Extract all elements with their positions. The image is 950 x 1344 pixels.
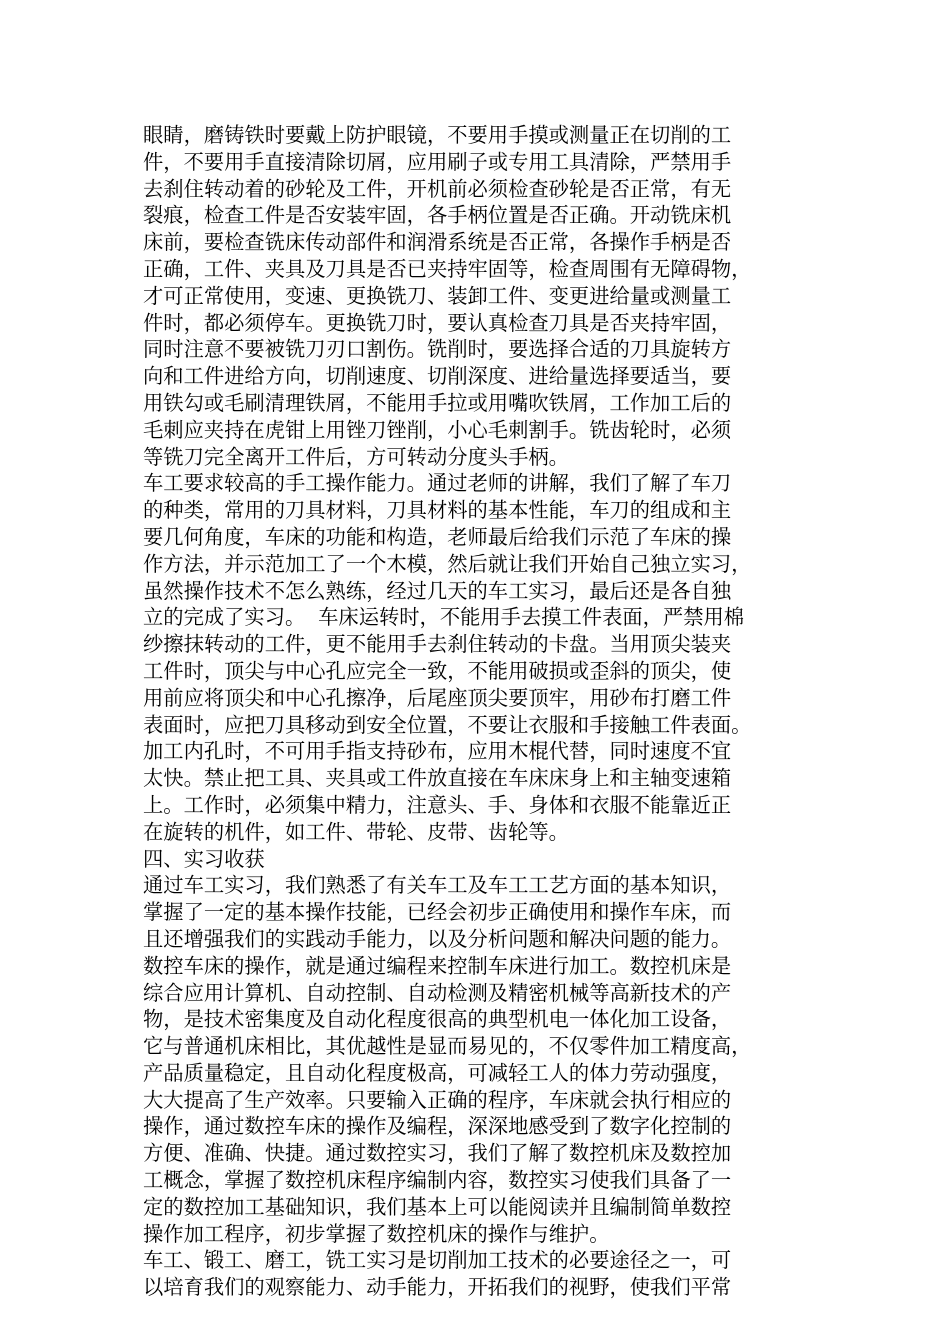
text-line: 四、实习收获	[143, 846, 265, 871]
text-line: 工件时，顶尖与中心孔应完全一致，不能用破损或歪斜的顶尖，使	[143, 658, 732, 683]
text-line: 同时注意不要被铣刀刃口割伤。铣削时，要选择合适的刀具旋转方	[143, 337, 732, 362]
text-line: 表面时，应把刀具移动到安全位置，不要让衣服和手接触工件表面。	[143, 712, 752, 737]
text-line: 用铁勾或毛刷清理铁屑，不能用手拉或用嘴吹铁屑，工作加工后的	[143, 390, 732, 415]
text-line: 的种类，常用的刀具材料，刀具材料的基本性能，车刀的组成和主	[143, 498, 732, 523]
text-line: 向和工件进给方向，切削速度、切削深度、进给量选择要适当，要	[143, 364, 732, 389]
text-line: 车工、锻工、磨工，铣工实习是切削加工技术的必要途径之一，可	[143, 1248, 732, 1273]
text-line: 要几何角度，车床的功能和构造，老师最后给我们示范了车床的操	[143, 524, 732, 549]
text-line: 件，不要用手直接清除切屑，应用刷子或专用工具清除，严禁用手	[143, 149, 732, 174]
text-line: 眼睛，磨铸铁时要戴上防护眼镜，不要用手摸或测量正在切削的工	[143, 123, 732, 147]
text-line: 加工内孔时，不可用手指支持砂布，应用木棍代替，同时速度不宜	[143, 739, 732, 764]
text-line: 方便、准确、快捷。通过数控实习，我们了解了数控机床及数控加	[143, 1141, 732, 1166]
text-line: 掌握了一定的基本操作技能，已经会初步正确使用和操作车床，而	[143, 900, 732, 925]
text-line: 工概念，掌握了数控机床程序编制内容，数控实习使我们具备了一	[143, 1168, 732, 1193]
text-line: 它与普通机床相比，其优越性是显而易见的，不仅零件加工精度高，	[143, 1034, 752, 1059]
text-line: 裂痕，检查工件是否安装牢固，各手柄位置是否正确。开动铣床机	[143, 203, 732, 228]
text-line: 纱擦抹转动的工件，更不能用手去刹住转动的卡盘。当用顶尖装夹	[143, 632, 732, 657]
text-line: 等铣刀完全离开工件后，方可转动分度头手柄。	[143, 444, 569, 469]
text-line: 操作，通过数控车床的操作及编程，深深地感受到了数字化控制的	[143, 1114, 732, 1139]
text-line: 正确，工件、夹具及刀具是否已夹持牢固等，检查周围有无障碍物，	[143, 256, 752, 281]
text-line: 操作加工程序，初步掌握了数控机床的操作与维护。	[143, 1221, 610, 1246]
text-line: 太快。禁止把工具、夹具或工件放直接在车床床身上和主轴变速箱	[143, 766, 732, 791]
text-line: 才可正常使用，变速、更换铣刀、装卸工件、变更进给量或测量工	[143, 283, 732, 308]
text-line: 毛刺应夹持在虎钳上用锉刀锉削，小心毛刺割手。铣齿轮时，必须	[143, 417, 732, 442]
text-line: 定的数控加工基础知识，我们基本上可以能阅读并且编制简单数控	[143, 1194, 732, 1219]
text-line: 立的完成了实习。 车床运转时，不能用手去摸工件表面，严禁用棉	[143, 605, 745, 630]
text-line: 去刹住转动着的砂轮及工件，开机前必须检查砂轮是否正常，有无	[143, 176, 732, 201]
text-line: 上。工作时，必须集中精力，注意头、手、身体和衣服不能靠近正	[143, 792, 732, 817]
text-line: 车工要求较高的手工操作能力。通过老师的讲解，我们了解了车刀	[143, 471, 732, 496]
text-line: 产品质量稳定，且自动化程度极高，可减轻工人的体力劳动强度，	[143, 1060, 732, 1085]
body-text	[143, 122, 823, 1301]
text-line: 虽然操作技术不怎么熟练，经过几天的车工实习，最后还是各自独	[143, 578, 732, 603]
text-line: 通过车工实习，我们熟悉了有关车工及车工工艺方面的基本知识，	[143, 873, 732, 898]
text-line: 数控车床的操作，就是通过编程来控制车床进行加工。数控机床是	[143, 953, 732, 978]
text-line: 在旋转的机件，如工件、带轮、皮带、齿轮等。	[143, 819, 569, 844]
text-line: 用前应将顶尖和中心孔擦净，后尾座顶尖要顶牢，用砂布打磨工件	[143, 685, 732, 710]
text-line: 床前，要检查铣床传动部件和润滑系统是否正常，各操作手柄是否	[143, 230, 732, 255]
text-line: 大大提高了生产效率。只要输入正确的程序，车床就会执行相应的	[143, 1087, 732, 1112]
text-line: 综合应用计算机、自动控制、自动检测及精密机械等高新技术的产	[143, 980, 732, 1005]
text-line: 件时，都必须停车。更换铣刀时，要认真检查刀具是否夹持牢固，	[143, 310, 732, 335]
text-line: 以培育我们的观察能力、动手能力，开拓我们的视野，使我们平常	[143, 1275, 732, 1300]
text-line: 物，是技术密集度及自动化程度很高的典型机电一体化加工设备，	[143, 1007, 732, 1032]
text-line: 且还增强我们的实践动手能力，以及分析问题和解决问题的能力。	[143, 926, 732, 951]
text-line: 作方法，并示范加工了一个木模，然后就让我们开始自己独立实习，	[143, 551, 752, 576]
